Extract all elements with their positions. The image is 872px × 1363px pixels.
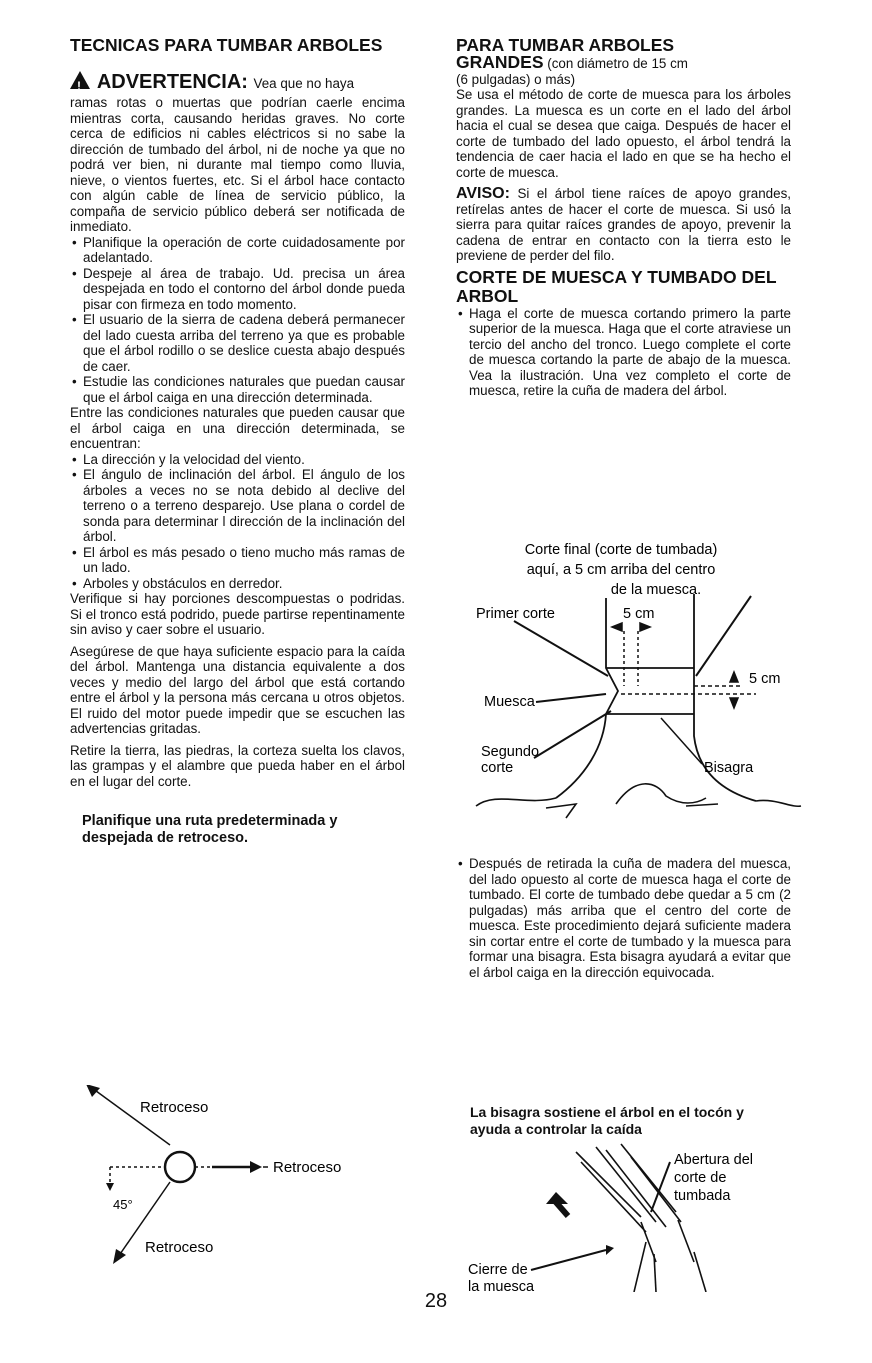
warning-text: ramas rotas o muertas que podrían caerle encima mientras corta, causando heridas graves. No corte cerca de edificios ni cables eléctricos si no sabe la dirección de tumbado del árbol, ni de noche ya que no podrá ver bien, ni durante mal tiempo como lluvia, nieve, o vientos fuertes, etc. Si el árbol hace contacto con algún cable de línea de servicio público, la compaña de servicio público deberá ser notificada de inmediato. bbox=[70, 95, 405, 234]
right-column bbox=[456, 36, 791, 399]
final-cut-label-3: de la muesca. bbox=[610, 582, 702, 598]
warning-label: ADVERTENCIA: bbox=[96, 71, 248, 93]
warning-lead: Vea que no haya bbox=[253, 76, 355, 91]
list-item: • Planifique la operación de corte cuidadosamente por adelantado. bbox=[70, 235, 405, 266]
hinge-caption: La bisagra sostiene el árbol en el tocón y ayuda a controlar la caída bbox=[470, 1104, 744, 1137]
angle-label: 45° bbox=[113, 1197, 133, 1212]
paragraph-notch-method: Se usa el método de corte de muesca para los árboles grandes. La muesca es un corte en el lado del árbol hacia el cual se desea que caiga. Después de hacer el corte de tumbado del lado opuesto, el árbol tendrá la tendencia de caer hacia el lado en que se ha hecho el corte de muesca. bbox=[456, 87, 791, 180]
arrow-down-small bbox=[106, 1183, 114, 1191]
hinge-diagram bbox=[456, 1142, 796, 1292]
notch-arrow bbox=[536, 694, 606, 702]
list-item: • Despeje al área de trabajo. Ud. precisa un área despejada en todo el contorno del árbol donde pueda pisar con firmeza en todo momento. bbox=[70, 266, 405, 313]
closing-label-1: Cierre de bbox=[468, 1262, 528, 1278]
opening-label-3: tumbada bbox=[674, 1188, 731, 1204]
title-line-2 bbox=[456, 52, 791, 72]
list-item: • El árbol es más pesado o tieno mucho más ramas de un lado. bbox=[70, 545, 405, 576]
tree-circle bbox=[165, 1152, 195, 1182]
list-item: • Estudie las condiciones naturales que puedan causar que el árbol caiga en una dirección determinada. bbox=[70, 374, 405, 405]
notch-cut-diagram bbox=[456, 536, 806, 826]
paragraph-remove: Retire la tierra, las piedras, la corteza suelta los clavos, las grampas y el alambre que pueda haber en el árbol en el lugar del corte. bbox=[70, 742, 405, 789]
aviso-text: Si el árbol tiene raíces de apoyo grandes, retírelas antes de hacer el corte de muesca. Si usó la sierra para quitar raíces grandes de apoyo, prevenir la cadena de entrar en contacto con la tierra esto le previene de perder del filo. bbox=[456, 186, 791, 263]
warning-heading bbox=[70, 71, 405, 95]
paragraph-verify: Verifique si hay porciones descompuestas o podridas. Si el tronco está podrido, puede partirse repentinamente sin aviso y caer sobre el usuario. bbox=[70, 591, 405, 637]
bullet-list-after bbox=[456, 856, 791, 980]
notch-label: Muesca bbox=[484, 694, 535, 710]
paragraph-space: Asegúrese de que haya suficiente espacio para la caída del árbol. Mantenga una distancia equivalente a dos veces y medio del largo del árbol que está cortando entre el árbol y la persona más cercana u otros objetos. El ruido del motor puede impedir que se escuchen las advertencias gritadas. bbox=[70, 643, 405, 736]
conditions-intro: Entre las condiciones naturales que pueden causar que el árbol caiga en una dirección determinada, se encuentran: bbox=[70, 405, 405, 451]
aviso-paragraph bbox=[456, 186, 791, 264]
plan-retreat-heading: Planifique una ruta predeterminada y despejada de retroceso. bbox=[82, 813, 338, 846]
bullet-list-notch bbox=[456, 306, 791, 399]
closing-arrow-head bbox=[606, 1245, 614, 1255]
second-cut-arrow bbox=[534, 711, 611, 758]
closing-label-2: la muesca bbox=[468, 1279, 535, 1292]
section-heading-notch-cut: CORTE DE MUESCA Y TUMBADO DEL ARBOL bbox=[456, 266, 777, 306]
aviso-label: AVISO: bbox=[456, 185, 510, 202]
bullet-list-conditions bbox=[70, 452, 405, 592]
final-cut-arrow bbox=[696, 596, 751, 676]
retreat-label-right: Retroceso bbox=[273, 1159, 342, 1176]
retreat-label-bottom: Retroceso bbox=[145, 1239, 214, 1256]
second-cut-label-1: Segundo bbox=[481, 744, 540, 760]
list-item: • Después de retirada la cuña de madera del muesca, del lado opuesto al corte de muesca haga el corte de tumbado. El corte de tumbado debe quedar a 5 cm (2 pulgadas) más arriba que el centro del corte de muesca. Este procedimiento dejará suficiente madera sin cortar entre el corte de tumbado y la muesca para formar una bisagra. Esta bisagra ayudará a evitar que el árbol caiga en la dirección equivocada. bbox=[456, 856, 791, 980]
second-cut-label-2: corte bbox=[481, 760, 514, 776]
page-number: 28 bbox=[424, 1290, 448, 1312]
dim-right-label: 5 cm bbox=[749, 671, 781, 687]
stump bbox=[634, 1242, 706, 1292]
first-cut-label: Primer corte bbox=[476, 606, 555, 622]
after-notch-text bbox=[456, 856, 791, 980]
list-item: • Arboles y obstáculos en derredor. bbox=[70, 576, 405, 592]
warning-icon: ! bbox=[70, 71, 90, 89]
hinge-arrow bbox=[661, 718, 702, 764]
first-cut-arrow bbox=[514, 621, 608, 676]
section-title-large-trees: PARA TUMBAR ARBOLES bbox=[456, 35, 675, 55]
final-cut-label-2: aquí, a 5 cm arriba del centro bbox=[526, 562, 716, 578]
title-suffix: (con diámetro de 15 cm bbox=[547, 56, 688, 71]
opening-label-2: corte de bbox=[674, 1170, 727, 1186]
list-item: • La dirección y la velocidad del viento. bbox=[70, 452, 405, 468]
hinge-label: Bisagra bbox=[704, 760, 754, 776]
title-suffix-2: (6 pulgadas) o más) bbox=[456, 71, 576, 87]
closing-arrow bbox=[531, 1250, 606, 1270]
left-column bbox=[70, 36, 405, 847]
list-item: • Haga el corte de muesca cortando primero la parte superior de la muesca. Haga que el corte atraviese un tercio del ancho del tronco. Luego complete el corte de muesca cortando la parte de abajo de la muesca. Vea la ilustración. Una vez completo el corte de muesca, retire la cuña de madera del árbol. bbox=[456, 306, 791, 399]
dim-top-label: 5 cm bbox=[623, 606, 655, 622]
final-cut-label-1: Corte final (corte de tumbada) bbox=[524, 542, 718, 558]
list-item: • El ángulo de inclinación del árbol. El ángulo de los árboles a veces no se nota debido al declive del terreno o a terreno desparejo. Use plana o cordel de sonda para determinar l dirección de la inclinación del árbol. bbox=[70, 467, 405, 545]
retreat-label-top: Retroceso bbox=[140, 1099, 209, 1116]
opening-label-1: Abertura del bbox=[674, 1152, 753, 1168]
bullet-list-planning bbox=[70, 235, 405, 406]
list-item: • El usuario de la sierra de cadena deberá permanecer del lado cuesta arriba del terreno ya que es probable que el árbol rodillo o se deslice cuesta abajo después de caer. bbox=[70, 312, 405, 374]
roots-ground bbox=[476, 784, 801, 818]
retreat-diagram bbox=[70, 1085, 390, 1275]
section-title-felling: TECNICAS PARA TUMBAR ARBOLES bbox=[70, 35, 383, 55]
retreat-arrow-right bbox=[212, 1161, 268, 1173]
dimension-marks bbox=[612, 623, 756, 708]
title-grandes: GRANDES bbox=[456, 52, 544, 72]
